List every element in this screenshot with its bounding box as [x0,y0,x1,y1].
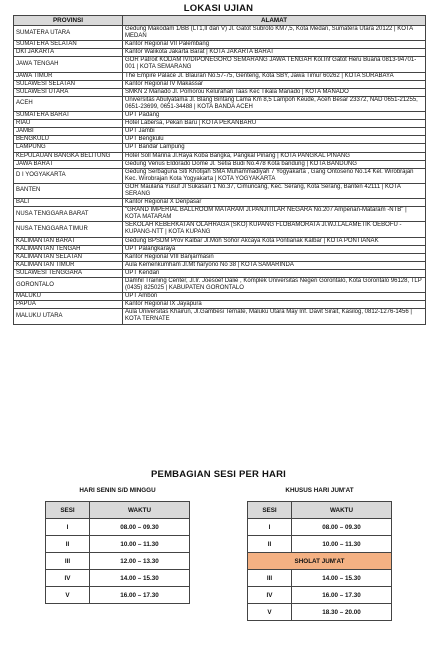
weekday-session-table [45,501,190,604]
table-row [14,160,426,168]
address-cell: Gedung Makodam 1/BB (LT1,II dan V) Jl. Gatot Subroto KM7,5, Kota Medan, Sumatera Utara 20122 | KOTA MEDAN [123,26,426,41]
session-row [248,570,392,587]
column-header-sesi: SESI [248,502,292,519]
session-number: I [46,519,90,536]
province-cell: JAWA BARAT [14,160,123,168]
province-cell: KALIMANTAN SELATAN [14,253,123,261]
province-cell: BANTEN [14,183,123,198]
session-number: II [46,536,90,553]
province-cell: SULAWESI TENGGARA [14,269,123,277]
session-time: 10.00 – 11.30 [292,536,392,553]
table-header-row [14,16,426,26]
table-row [14,199,426,207]
address-cell: Kantor Regional IV Makassar [123,80,426,88]
column-header-sesi: SESI [46,502,90,519]
province-cell: KALIMANTAN BARAT [14,237,123,245]
table-header-row [248,502,392,519]
province-cell: JAWA TENGAH [14,57,123,72]
table-row [14,120,426,128]
session-time: 16.00 – 17.30 [292,587,392,604]
session-number: III [248,570,292,587]
column-header-waktu: WAKTU [292,502,392,519]
province-cell: NUSA TENGGARA BARAT [14,207,123,222]
province-cell: PAPUA [14,301,123,309]
table-row [14,301,426,309]
table-row [14,237,426,245]
province-cell: SULAWESI SELATAN [14,80,123,88]
province-cell: D I YOGYAKARTA [14,168,123,183]
table-row [14,80,426,88]
address-cell: Kantor Regional IX Jayapura [123,301,426,309]
table-row [14,136,426,144]
weekday-subtitle: HARI SENIN S/D MINGGU [79,487,156,494]
table-row [14,183,426,198]
table-row [14,269,426,277]
table-row [14,41,426,49]
address-cell: Kantor Regional VIII Banjarmasin [123,253,426,261]
exam-location-rows [14,26,426,325]
address-cell: Kantor Walikota Jakarta Barat | KOTA JAKARTA BARAT [123,49,426,57]
address-cell: UPT Bengkulu [123,136,426,144]
table-row [14,293,426,301]
province-cell: SULAWESI UTARA [14,88,123,96]
column-header-provinsi: PROVINSI [14,16,123,26]
table-row [14,128,426,136]
address-cell: UPT Ambon [123,293,426,301]
table-row [14,26,426,41]
province-cell: KALIMANTAN TENGAH [14,245,123,253]
session-row [248,536,392,553]
session-time: 08.00 – 09.30 [90,519,190,536]
address-cell: SEKOLAH KEBERKATAN OLAHRAGA (SKO) KUPANG FLOBAMORATA Jl.WJ.LALAMETIK OEBOFU - KUPANG-NTT | KOTA KUPANG [123,222,426,237]
province-cell: JAMBI [14,128,123,136]
province-cell: RIAU [14,120,123,128]
address-cell: Gedung BPSDM Prov Kalbar Jl.Moh Sohor Akcaya Kota Pontianak Kalbar | KOTA PONTIANAK [123,237,426,245]
address-cell: Gedung Venus Eldorado Dome Jl. Setia Budi No.478 Kota bandung | KOTA BANDUNG [123,160,426,168]
address-cell: Kantor Regional VII Palembang [123,41,426,49]
table-row [14,253,426,261]
schedule-title: PEMBAGIAN SESI PER HARI [151,469,286,480]
session-row [248,604,392,621]
table-row [14,96,426,111]
address-cell: Universitas Abulyatama Jl. Blang Bintang Lama Km 8,5 Lampoh Keude, Aceh Besar 23372, NAD 0651-21255, 0651-23699, 0651-34488 | KOTA BANDA ACEH [123,96,426,111]
address-cell: UPT Jambi [123,128,426,136]
address-cell: UPT Padang [123,112,426,120]
address-cell: Hotel Soll Marina Jl.Raya Koba Bangka, Pangkal Pinang | KOTA PANGKAL PINANG [123,152,426,160]
province-cell: BENGKULU [14,136,123,144]
table-row [14,72,426,80]
column-header-waktu: WAKTU [90,502,190,519]
session-number: I [248,519,292,536]
address-cell: The Empire Palace Jl. Blauran No.57-75, Genteng, Kota SBY, Jawa Timur 60262 | KOTA SURABAYA [123,72,426,80]
column-header-alamat: ALAMAT [123,16,426,26]
table-header-row [46,502,190,519]
session-time: 12.00 – 13.30 [90,553,190,570]
session-time: 08.00 – 09.30 [292,519,392,536]
province-cell: JAWA TIMUR [14,72,123,80]
table-row [14,88,426,96]
province-cell: MALUKU UTARA [14,309,123,324]
friday-prayer-row [248,553,392,570]
session-row [46,536,190,553]
address-cell: "GRAND IMPERIAL BALLROOM MATARAM Jl.PANJITILAR NEGARA No.207 Ampenan-Mataram -NTB" | KOTA MATARAM [123,207,426,222]
session-number: IV [248,587,292,604]
session-time: 14.00 – 15.30 [292,570,392,587]
session-time: 14.00 – 15.30 [90,570,190,587]
table-row [14,309,426,324]
table-row [14,57,426,72]
province-cell: SUMATERA BARAT [14,112,123,120]
province-cell: SUMATERA UTARA [14,26,123,41]
province-cell: DKI JAKARTA [14,49,123,57]
address-cell: Gedung Serbaguna Siti Khotijah SMA Muhammadiyah 7 Yogyakarta , Gang Ontoseno No.14 Kel. Wirobrajan Kec. Wirobrajan Kota Yogyakarta | KOTA YOGYAKARTA [123,168,426,183]
session-number: V [46,587,90,604]
page-title: LOKASI UJIAN [183,3,254,14]
friday-session-table [247,501,392,621]
session-row [248,587,392,604]
table-row [14,49,426,57]
friday-prayer-break: SHOLAT JUM'AT [248,553,392,570]
address-cell: UPT Palangkaraya [123,245,426,253]
exam-location-table [13,15,426,325]
table-row [14,112,426,120]
table-row [14,152,426,160]
session-row [248,519,392,536]
address-cell: Kantor Regional X Denpasar [123,199,426,207]
session-time: 10.00 – 11.30 [90,536,190,553]
province-cell: MALUKU [14,293,123,301]
table-row [14,278,426,293]
address-cell: Damhil Training Center, Jl.Ir. Joesoef Dalie , Komplek Universitas Negeri Gorontalo, Kota Gorontalo 96128, TLP (0435) 825025 | KABUPATEN GORONTALO [123,278,426,293]
address-cell: UPT Kendari [123,269,426,277]
address-cell: UPT Bandar Lampung [123,144,426,152]
friday-subtitle: KHUSUS HARI JUM'AT [285,487,354,494]
session-row [46,519,190,536]
session-number: IV [46,570,90,587]
address-cell: GOR Maulana Yusuf Jl Sukasari 1 No.37, Cimuncang, Kec. Serang, Kota Serang, Banten 42111 | KOTA SERANG [123,183,426,198]
address-cell: Aula Universitas Khairun, Jl.Gambesi Ternate, Maluku Utara May Inf. Davit Sirait, Kasilog, 0812-1276-1456 | KOTA TERNATE [123,309,426,324]
session-number: II [248,536,292,553]
session-number: V [248,604,292,621]
session-time: 18.30 – 20.00 [292,604,392,621]
session-row [46,570,190,587]
province-cell: BALI [14,199,123,207]
session-time: 16.00 – 17.30 [90,587,190,604]
session-row [46,587,190,604]
address-cell: Hotel Labersa, Pekan Baru | KOTA PEKANBARU [123,120,426,128]
table-row [14,168,426,183]
table-row [14,245,426,253]
address-cell: SMKN 2 Manado Jl. Pomorou Kelurahan Taas Kec Tikala Manado | KOTA MANADO [123,88,426,96]
province-cell: ACEH [14,96,123,111]
table-row [14,261,426,269]
province-cell: KEPULAUAN BANGKA BELITUNG [14,152,123,160]
province-cell: KALIMANTAN TIMUR [14,261,123,269]
province-cell: GORONTALO [14,278,123,293]
table-row [14,144,426,152]
province-cell: LAMPUNG [14,144,123,152]
address-cell: GOR Patroit KODAM IV/DIPONEGORO SEMARANG JAWA TENGAH Kol.Inf Gatot Heru Buana 0813-94701-001 | KOTA SEMARANG [123,57,426,72]
session-number: III [46,553,90,570]
table-row [14,207,426,222]
address-cell: Aula Kemenkumham Jl.Mt haryono No 38 | KOTA SAMARINDA [123,261,426,269]
session-row [46,553,190,570]
province-cell: NUSA TENGGARA TIMUR [14,222,123,237]
province-cell: SUMATERA SELATAN [14,41,123,49]
table-row [14,222,426,237]
